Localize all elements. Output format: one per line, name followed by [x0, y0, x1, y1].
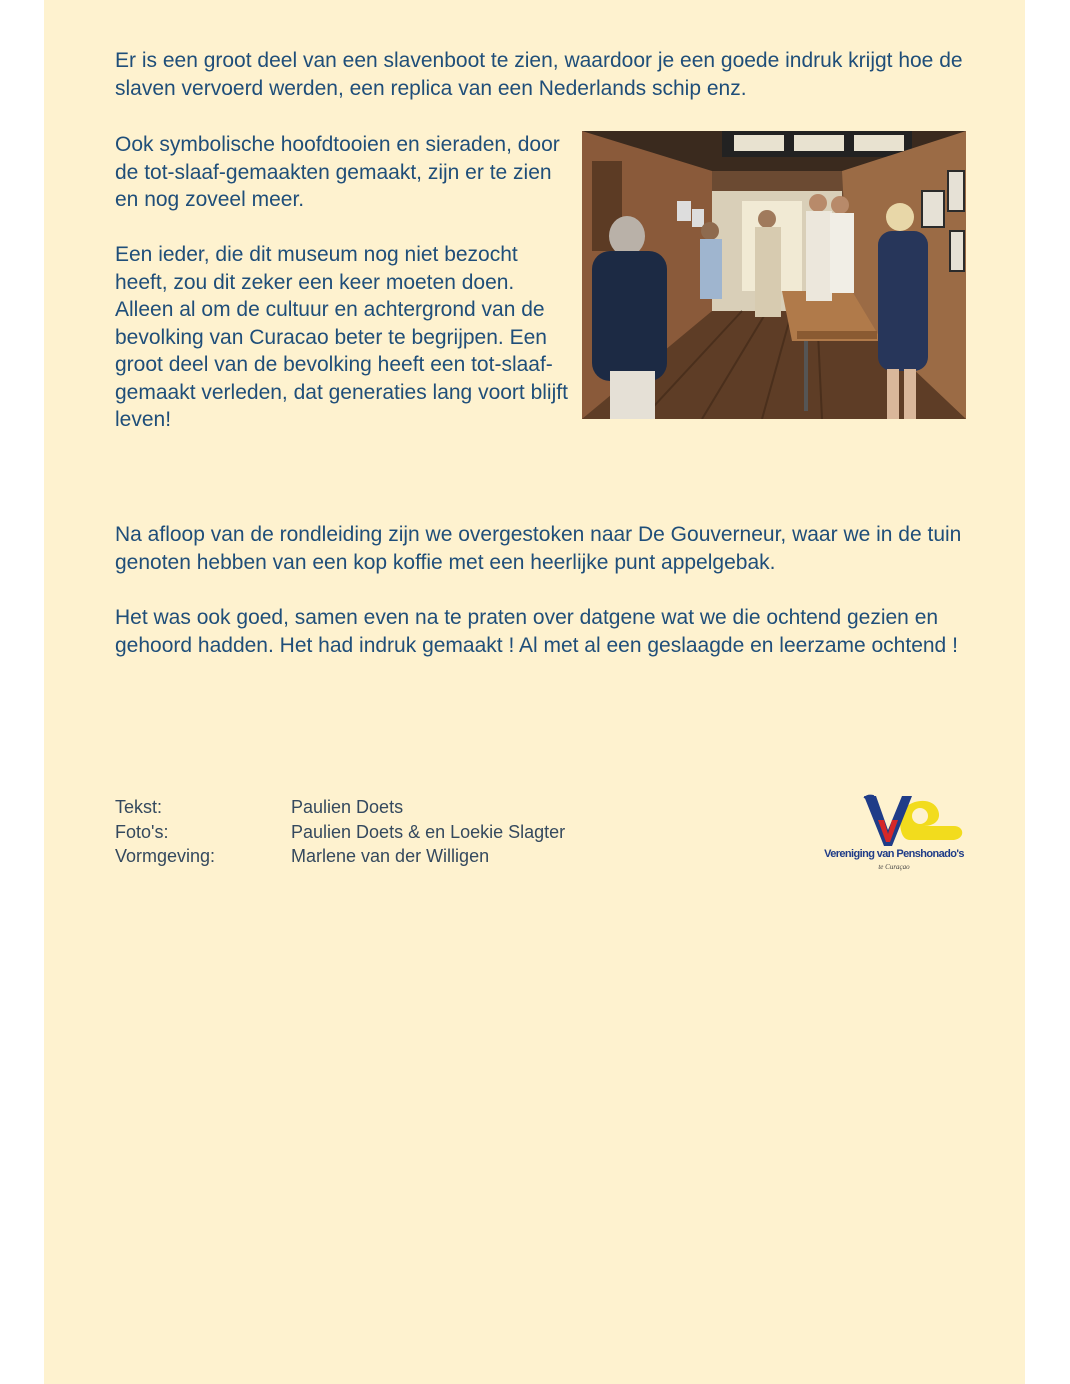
museum-group-photo — [582, 131, 966, 419]
credit-value: Marlene van der Willigen — [291, 846, 490, 866]
credits-block — [115, 795, 565, 869]
afterwards-paragraph: Na afloop van de rondleiding zijn we overgestoken naar De Gouverneur, waar we in de tuin genoten hebben van een kop koffie met een heerlijke punt appelgebak. — [115, 523, 962, 574]
intro-paragraph: Er is een groot deel van een slavenboot te zien, waardoor je een goede indruk krijgt hoe de slaven vervoerd werden, een replica van een Nederlands schip enz. — [115, 49, 963, 100]
association-logo — [814, 790, 974, 880]
recommend-paragraph: Een ieder, die dit museum nog niet bezocht heeft, zou dit zeker een keer moeten doen. Alleen al om de cultuur en achtergrond van de bevolking van Curacao beter te begrijpen. Een groot deel van de bevolking heeft een tot-slaaf-gemaakt verleden, dat generaties lang voort blijft leven! — [115, 243, 568, 431]
logo-name: Vereniging van Penshonado's — [824, 848, 964, 860]
headdress-paragraph: Ook symbolische hoofdtooien en sieraden, door de tot-slaaf-gemaakten gemaakt, zijn er te zien en nog zoveel meer. — [115, 133, 560, 211]
credit-label: Tekst: — [115, 797, 163, 817]
document-page — [44, 0, 1025, 1384]
credit-label: Vormgeving: — [115, 846, 216, 866]
credit-row-text — [115, 795, 565, 820]
credit-value: Paulien Doets & en Loekie Slagter — [291, 821, 566, 842]
credit-label: Foto's: — [115, 821, 169, 842]
reflection-paragraph: Het was ook goed, samen even na te praten over datgene wat we die ochtend gezien en gehoord hadden. Het had indruk gemaakt ! Al met al een geslaagde en leerzame ochtend ! — [115, 606, 958, 657]
credit-value: Paulien Doets — [291, 797, 404, 817]
credit-row-photos — [115, 820, 565, 845]
credit-row-design — [115, 844, 565, 869]
logo-subtitle: te Curaçao — [878, 863, 910, 871]
vvp-logo-mark — [814, 790, 974, 850]
